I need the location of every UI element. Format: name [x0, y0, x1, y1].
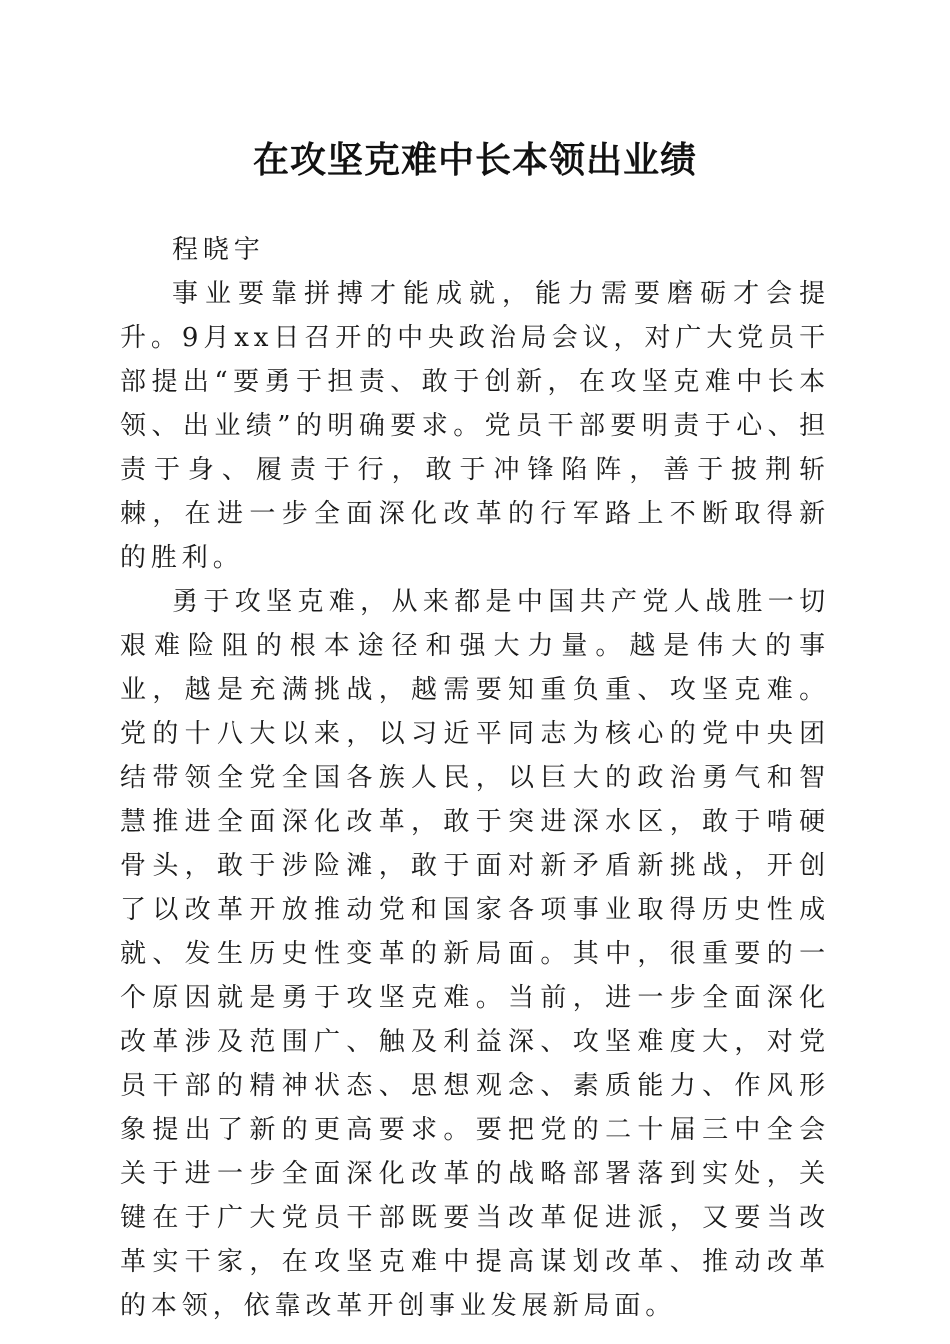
article-body: [120, 228, 830, 1328]
paragraph-1: 事业要靠拼搏才能成就，能力需要磨砺才会提升。9月xx日召开的中央政治局会议，对广大党员干部提出“要勇于担责、敢于创新，在攻坚克难中长本领、出业绩”的明确要求。党员干部要明责于心、担责于身、履责于行，敢于冲锋陷阵，善于披荆斩棘，在进一步全面深化改革的行军路上不断取得新的胜利。: [120, 279, 830, 573]
author-name: 程晓宇: [172, 235, 265, 265]
page-title: 在攻坚克难中长本领出业绩: [252, 139, 697, 181]
paragraph-2: 勇于攻坚克难，从来都是中国共产党人战胜一切艰难险阻的根本途径和强大力量。越是伟大的事业，越是充满挑战，越需要知重负重、攻坚克难。党的十八大以来，以习近平同志为核心的党中央团结带领全党全国各族人民，以巨大的政治勇气和智慧推进全面深化改革，敢于突进深水区，敢于啃硬骨头，敢于涉险滩，敢于面对新矛盾新挑战，开创了以改革开放推动党和国家各项事业取得历史性成就、发生历史性变革的新局面。其中，很重要的一个原因就是勇于攻坚克难。当前，进一步全面深化改革涉及范围广、触及利益深、攻坚难度大，对党员干部的精神状态、思想观念、素质能力、作风形象提出了新的更高要求。要把党的二十届三中全会关于进一步全面深化改革的战略部署落到实处，关键在于广大党员干部既要当改革促进派，又要当改革实干家，在攻坚克难中提高谋划改革、推动改革的本领，依靠改革开创事业发展新局面。: [120, 587, 830, 1321]
